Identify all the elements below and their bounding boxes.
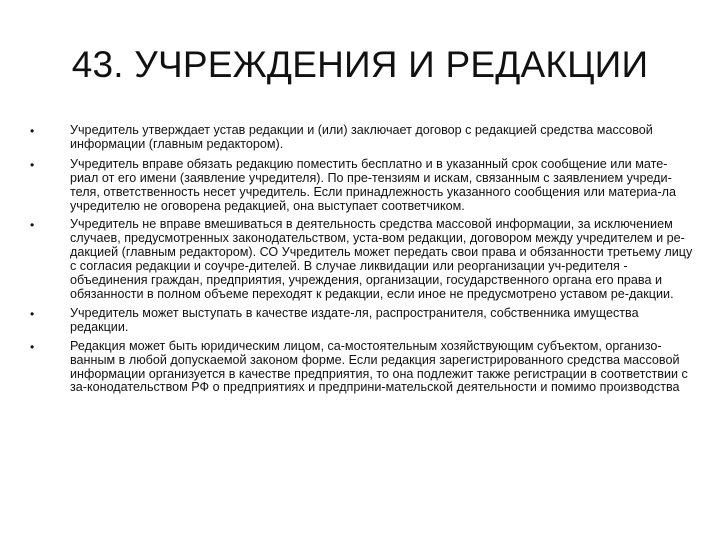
bullet-text: Учредитель утверждает устав редакции и (или) заключает договор с редакцией средства массовой информации (главным редактором). bbox=[70, 123, 653, 151]
bullet-icon: • bbox=[30, 306, 35, 321]
slide-title: 43. УЧРЕЖДЕНИЯ И РЕДАКЦИИ bbox=[71, 44, 649, 85]
bullet-icon: • bbox=[30, 218, 35, 233]
bullet-text: Редакция может быть юридическим лицом, са-мостоятельным хозяйствующим субъектом, организо-ванным в любой допускаемой законом форме. Если редакция зарегистрированного средства массовой информации организуется в качестве предприятия, то она подлежит также регистрации в соответствии с за-конодательством РФ о предприятиях и предприни-мательской деятельности и помимо производства bbox=[70, 338, 688, 395]
bullet-text: Учредитель не вправе вмешиваться в деятельность средства массовой информации, за исключением случаев, предусмотренных законодательством, уста-вом редакции, договором между учредителем и ре-дакцией (главным редактором). СО Учредитель может передать свои права и обязанности третьему лицу с согласия редакции и соучре-дителей. В случае ликвидации или реорганизации уч-редителя - объединения граждан, предприятия, учреждения, организации, государственного органа его права и обязанности в полном объеме переходят к редакции, если иное не предусмотрено уставом ре-дакции. bbox=[70, 217, 693, 301]
bullet-item-4 bbox=[30, 307, 695, 335]
bullet-icon: • bbox=[30, 339, 35, 354]
bullet-item-1 bbox=[30, 124, 695, 152]
bullet-icon: • bbox=[30, 157, 35, 172]
bullet-text: Учредитель может выступать в качестве издате-ля, распространителя, собственника имущества редакции. bbox=[70, 305, 639, 334]
bullet-text: Учредитель вправе обязать редакцию поместить бесплатно и в указанный срок сообщение или мате-риал от его имени (заявление учредителя). По пре-тензиям и искам, связанным с заявлением учреди-теля, ответственность несет учредитель. Если принадлежность указанного сообщения или материа-ла учредителю не оговорена редакцией, она выступает соответчиком. bbox=[70, 156, 676, 213]
bullet-item-2 bbox=[30, 158, 695, 214]
bullet-list bbox=[30, 124, 695, 395]
bullet-icon: • bbox=[30, 124, 35, 138]
bullet-item-3 bbox=[30, 218, 695, 301]
bullet-item-5 bbox=[30, 340, 695, 396]
